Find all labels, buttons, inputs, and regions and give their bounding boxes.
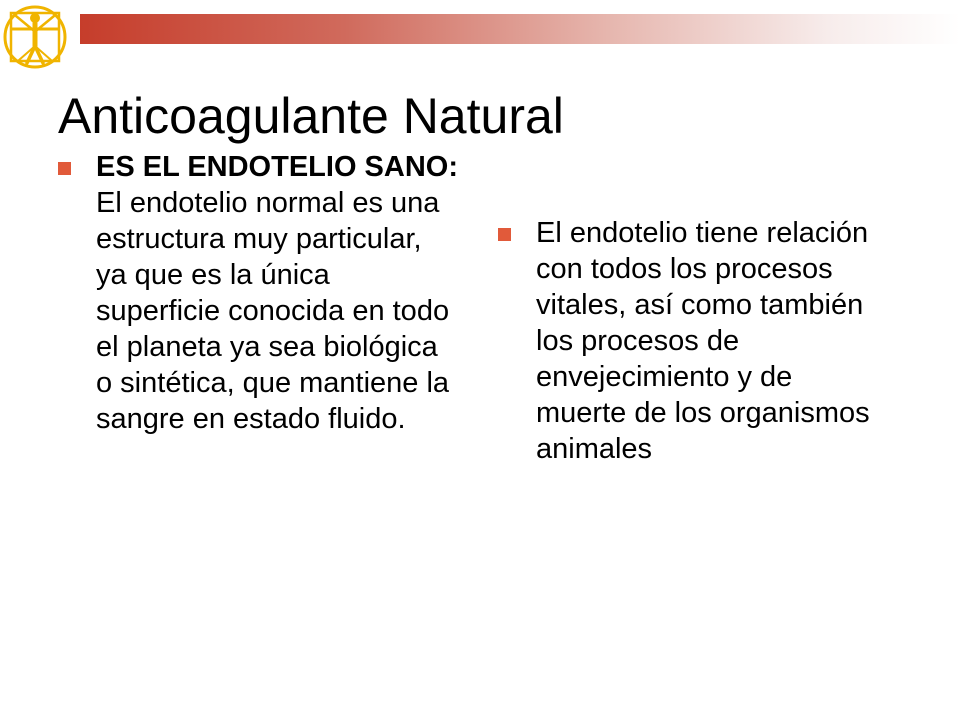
slide-title: Anticoagulante Natural (58, 88, 564, 144)
right-bullet-item (498, 215, 878, 467)
square-bullet-icon (58, 162, 71, 175)
left-bullet-body: El endotelio normal es una estructura muy particular, ya que es la única superficie conocida en todo el planeta ya sea biológica o sintética, que mantiene la sangre en estado fluido. (96, 187, 450, 435)
left-bullet-item (58, 149, 458, 437)
right-bullet-body: El endotelio tiene relación con todos los procesos vitales, así como también los procesos de envejecimiento y de muerte de los organismos animales (536, 217, 870, 465)
vitruvian-man-icon (0, 0, 78, 78)
left-bullet-heading: ES EL ENDOTELIO SANO: (96, 151, 459, 183)
square-bullet-icon (498, 228, 511, 241)
right-bullet-text (536, 215, 878, 467)
header-accent-bar (80, 14, 960, 44)
left-bullet-text (96, 149, 458, 437)
